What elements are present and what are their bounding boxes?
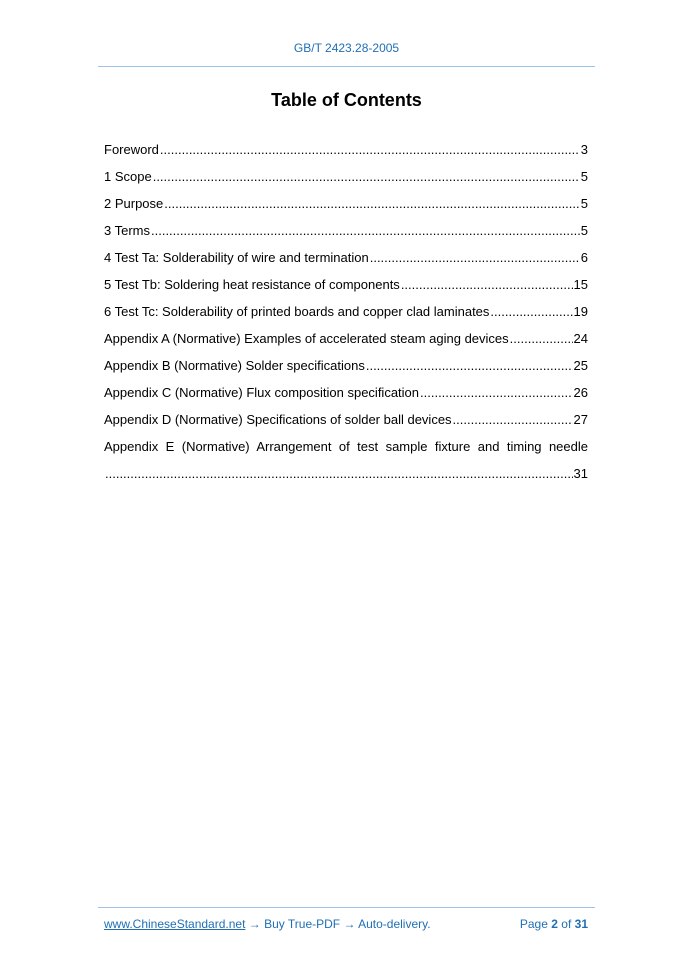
- footer-promo: [104, 916, 431, 932]
- toc-entry-label: Appendix C (Normative) Flux composition specification: [104, 385, 420, 400]
- toc-entry-test-tb[interactable]: [104, 275, 588, 302]
- standard-code-header: GB/T 2423.28-2005: [293, 41, 400, 55]
- toc-entry-label: Appendix B (Normative) Solder specifications: [104, 358, 365, 373]
- toc-entry-page: 5: [580, 169, 588, 184]
- footer-tagline: → Buy True-PDF → Auto-delivery.: [245, 917, 431, 931]
- toc-entry-scope[interactable]: [104, 167, 588, 194]
- toc-entry-page: 5: [580, 196, 588, 211]
- toc-entry-terms[interactable]: [104, 221, 588, 248]
- toc-entry-label: 1 Scope: [104, 169, 152, 184]
- toc-entry-test-tc[interactable]: [104, 302, 588, 329]
- toc-entry-page: 15: [573, 277, 588, 292]
- page-prefix: Page: [519, 917, 548, 931]
- toc-entry-label: 2 Purpose: [104, 196, 164, 211]
- toc-entry-appendix-e-label[interactable]: Appendix E (Normative) Arrangement of test sample fixture and timing needle: [104, 439, 588, 454]
- toc-entry-page: 27: [573, 412, 588, 427]
- toc-dot-leader: [151, 221, 580, 241]
- toc-entry-page: 5: [580, 223, 588, 238]
- toc-entry-page: 6: [580, 250, 588, 265]
- header-divider: [98, 66, 595, 67]
- toc-entry-foreword[interactable]: [104, 140, 588, 167]
- toc-entry-page: 24: [573, 331, 588, 346]
- page-of: of: [561, 917, 572, 931]
- toc-entry-label: Appendix A (Normative) Examples of accelerated steam aging devices: [104, 331, 509, 346]
- toc-entry-appendix-d[interactable]: [104, 410, 588, 437]
- toc-entry-label: 3 Terms: [104, 223, 150, 238]
- toc-dot-leader: [420, 383, 573, 403]
- toc-entry-page: 26: [573, 385, 588, 400]
- page-total: 31: [574, 917, 588, 931]
- site-link[interactable]: www.ChineseStandard.net: [104, 917, 246, 931]
- toc-entry-label: 4 Test Ta: Solderability of wire and termination: [104, 250, 369, 265]
- toc-dot-leader: [453, 410, 573, 430]
- toc-dot-leader: [153, 167, 580, 187]
- toc-entry-purpose[interactable]: [104, 194, 588, 221]
- toc-entry-page: 25: [573, 358, 588, 373]
- toc-dot-leader: [510, 329, 573, 349]
- toc-entry-label: 5 Test Tb: Soldering heat resistance of components: [104, 277, 400, 292]
- toc-entry-appendix-a[interactable]: [104, 329, 588, 356]
- page-title: Table of Contents: [271, 90, 422, 110]
- toc-dot-leader: [370, 248, 580, 268]
- page-footer: [104, 916, 588, 932]
- page-current: 2: [551, 917, 558, 931]
- toc-entry-label: Foreword: [104, 142, 159, 157]
- toc-entry-appendix-b[interactable]: [104, 356, 588, 383]
- toc-entry-page: 31: [573, 466, 588, 481]
- toc-entry-page: 19: [573, 304, 588, 319]
- toc-entry-appendix-e[interactable]: [104, 464, 588, 491]
- toc-entry-label: 6 Test Tc: Solderability of printed boards and copper clad laminates: [104, 304, 490, 319]
- toc-dot-leader: [401, 275, 573, 295]
- footer-divider: [98, 907, 595, 908]
- toc-dot-leader: [164, 194, 580, 214]
- toc-dot-leader: [105, 464, 573, 484]
- toc-dot-leader: [490, 302, 572, 322]
- page-indicator: [520, 916, 588, 932]
- toc-entry-test-ta[interactable]: [104, 248, 588, 275]
- toc-entry-label: Appendix D (Normative) Specifications of solder ball devices: [104, 412, 452, 427]
- toc-dot-leader: [366, 356, 573, 376]
- toc-entry-appendix-c[interactable]: [104, 383, 588, 410]
- toc-dot-leader: [160, 140, 580, 160]
- toc-entry-page: 3: [580, 142, 588, 157]
- table-of-contents: [104, 140, 588, 491]
